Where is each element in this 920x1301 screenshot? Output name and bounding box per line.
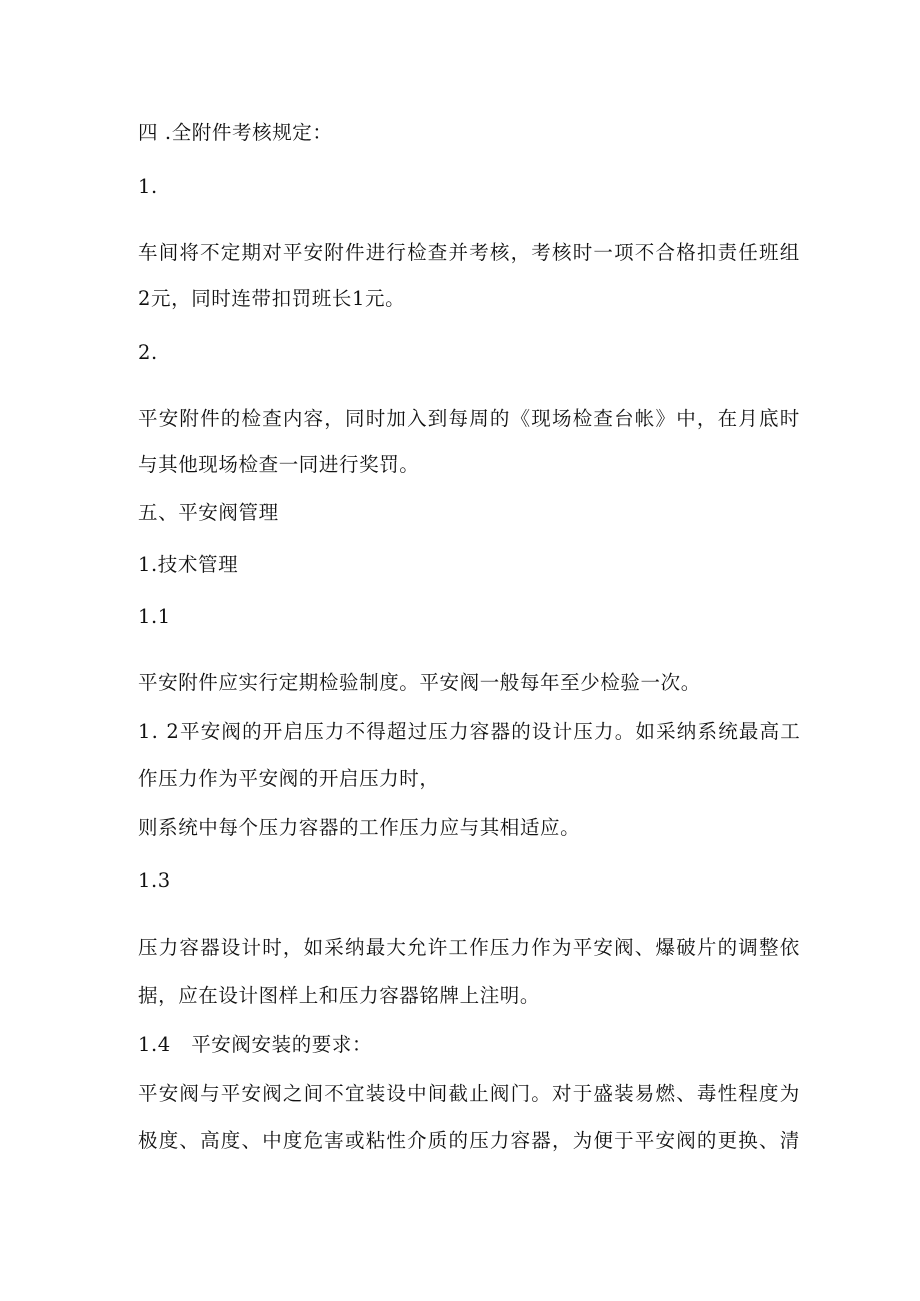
item-number-2: 2. [138, 341, 158, 364]
paragraph-line: 作压力作为平安阀的开启压力时， [138, 767, 440, 790]
paragraph-line: 平安附件应实行定期检验制度。平安阀一般每年至少检验一次。 [138, 671, 701, 694]
subsection-heading: 1.技术管理 [138, 553, 239, 576]
item-number-1: 1. [138, 175, 158, 198]
paragraph-line: 与其他现场检查一同进行奖罚。 [138, 453, 420, 476]
paragraph-line: 1. 2平安阀的开启压力不得超过压力容器的设计压力。如采纳系统最高工 [138, 720, 802, 743]
paragraph-line: 平安阀与平安阀之间不宜装设中间截止阀门。对于盛装易燃、毒性程度为 [138, 1082, 801, 1105]
paragraph-line: 据，应在设计图样上和压力容器铭牌上注明。 [138, 984, 541, 1007]
item-number-1-3: 1.3 [138, 869, 171, 892]
paragraph-line: 车间将不定期对平安附件进行检查并考核，考核时一项不合格扣责任班组 [138, 241, 801, 264]
paragraph-line: 则系统中每个压力容器的工作压力应与其相适应。 [138, 816, 581, 839]
paragraph-line: 平安附件的检查内容，同时加入到每周的《现场检查台帐》中，在月底时 [138, 407, 801, 430]
item-heading-1-4: 1.4 平安阀安装的要求： [138, 1033, 373, 1056]
paragraph-line: 压力容器设计时，如采纳最大允许工作压力作为平安阀、爆破片的调整依 [138, 936, 801, 959]
section-heading-five: 五、平安阀管理 [138, 501, 279, 524]
paragraph-line: 极度、高度、中度危害或粘性介质的压力容器，为便于平安阀的更换、清 [138, 1129, 801, 1152]
section-heading-four: 四 .全附件考核规定： [138, 121, 333, 144]
paragraph-line: 2元，同时连带扣罚班长1元。 [138, 287, 406, 310]
item-number-1-1: 1.1 [138, 605, 171, 628]
